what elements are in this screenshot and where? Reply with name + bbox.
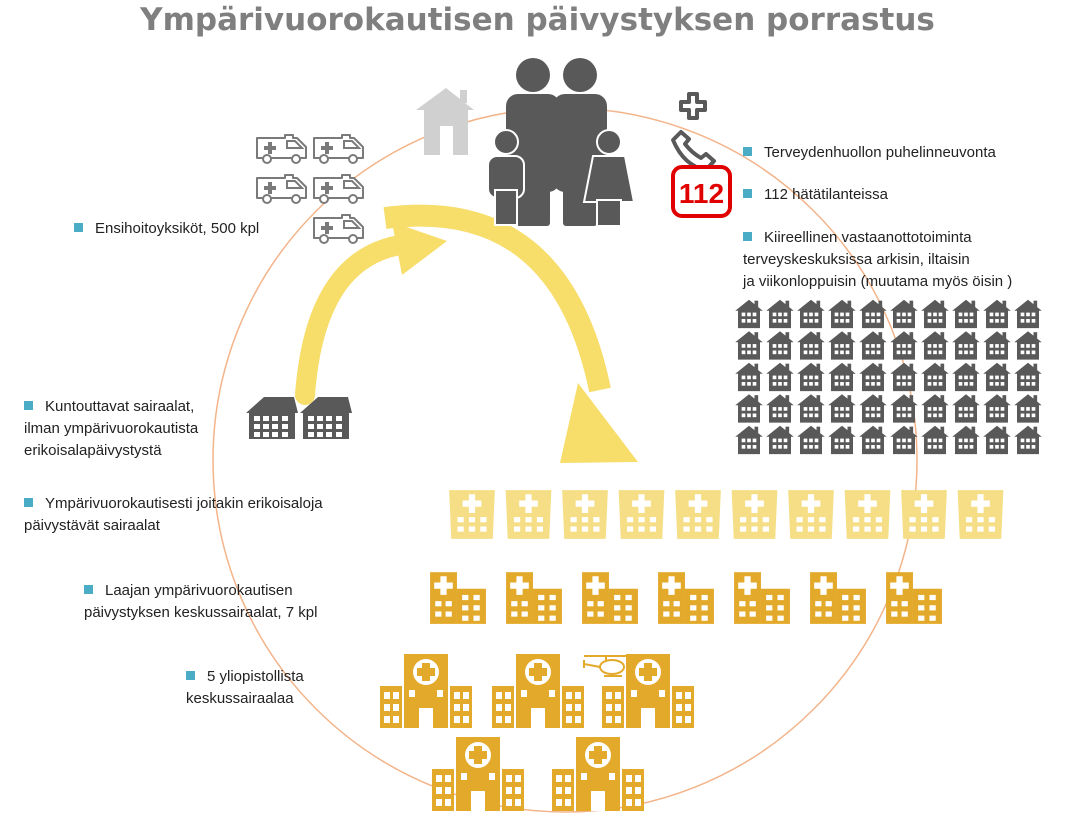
health-center-icon bbox=[952, 363, 980, 391]
label-puhelin: Terveydenhuollon puhelinneuvonta bbox=[743, 142, 996, 164]
health-center-icon bbox=[735, 331, 763, 359]
hospital-icon bbox=[886, 572, 942, 624]
health-center-icon bbox=[1014, 394, 1042, 422]
health-center-icon bbox=[983, 331, 1011, 359]
badge-112 bbox=[673, 167, 730, 216]
bullet-icon bbox=[743, 147, 752, 156]
university-hospital-group bbox=[380, 654, 694, 811]
health-center-icon bbox=[828, 300, 856, 328]
health-center-icon bbox=[1014, 331, 1042, 359]
health-center-icon bbox=[983, 426, 1011, 454]
bullet-icon bbox=[24, 498, 33, 507]
bullet-icon bbox=[24, 401, 33, 410]
health-center-icon bbox=[952, 331, 980, 359]
helicopter-icon bbox=[584, 656, 628, 676]
health-center-icon bbox=[921, 331, 949, 359]
health-center-icon bbox=[952, 426, 980, 454]
health-center-icon bbox=[766, 331, 794, 359]
ambulance-icon bbox=[257, 175, 306, 203]
hospital-icon bbox=[619, 490, 665, 539]
health-center-icon bbox=[859, 300, 887, 328]
health-center-icon bbox=[890, 300, 918, 328]
health-center-icon bbox=[766, 363, 794, 391]
rehab-hospital-icon bbox=[246, 397, 298, 439]
health-center-icon bbox=[952, 300, 980, 328]
health-center-icon bbox=[1014, 300, 1042, 328]
health-center-icon bbox=[890, 394, 918, 422]
health-center-icon bbox=[735, 363, 763, 391]
health-center-icon bbox=[1014, 363, 1042, 391]
health-center-icon bbox=[828, 331, 856, 359]
family-icon bbox=[488, 58, 634, 226]
health-center-icon bbox=[797, 394, 825, 422]
hospital-icon bbox=[958, 490, 1004, 539]
health-center-icon bbox=[921, 300, 949, 328]
health-center-icon bbox=[828, 363, 856, 391]
hospital-icon bbox=[810, 572, 866, 624]
health-center-icon bbox=[735, 426, 763, 454]
label-joitakin: Ympärivuorokautisesti joitakin erikoisaloja päivystävät sairaalat bbox=[24, 495, 323, 534]
health-center-icon bbox=[797, 426, 825, 454]
bullet-icon bbox=[84, 585, 93, 594]
cycle-arrow bbox=[305, 216, 638, 463]
health-center-icon bbox=[859, 363, 887, 391]
hospital-icon bbox=[506, 490, 552, 539]
health-center-icon bbox=[921, 363, 949, 391]
hospital-icon bbox=[901, 490, 947, 539]
health-center-icon bbox=[766, 426, 794, 454]
health-center-icon bbox=[735, 300, 763, 328]
hospital-icon bbox=[380, 654, 472, 728]
health-center-icon bbox=[859, 394, 887, 422]
hospital-icon bbox=[432, 737, 524, 811]
label-ensihoito: Ensihoitoyksiköt, 500 kpl bbox=[74, 218, 259, 240]
ambulance-icon bbox=[314, 175, 363, 203]
health-center-icon bbox=[797, 331, 825, 359]
label-yliopisto: 5 yliopistollista keskussairaalaa bbox=[186, 668, 304, 707]
label-kiireellinen: Kiireellinen vastaanottotoiminta terveyskeskuksissa arkisin, iltaisin ja viikonloppuisin (muutama myös öisin ) bbox=[743, 229, 1013, 290]
health-center-icon bbox=[952, 394, 980, 422]
health-center-icon bbox=[921, 426, 949, 454]
hospital-icon bbox=[449, 490, 495, 539]
label-keskussairaalat: Laajan ympärivuorokautisen päivystyksen keskussairaalat, 7 kpl bbox=[84, 582, 318, 621]
health-center-icon bbox=[797, 300, 825, 328]
health-center-icon bbox=[890, 426, 918, 454]
hospital-icon bbox=[658, 572, 714, 624]
hospital-icon bbox=[552, 737, 644, 811]
ambulance-icon bbox=[314, 135, 363, 163]
hospital-icon bbox=[788, 490, 834, 539]
hospital-icon bbox=[732, 490, 778, 539]
ambulance-group bbox=[257, 135, 363, 243]
central-hospital-row bbox=[430, 572, 942, 624]
specialty-hospital-row bbox=[449, 490, 1003, 539]
health-center-icon bbox=[766, 394, 794, 422]
bullet-icon bbox=[743, 189, 752, 198]
hospital-icon bbox=[492, 654, 584, 728]
health-center-icon bbox=[766, 300, 794, 328]
health-center-icon bbox=[797, 363, 825, 391]
bullet-icon bbox=[74, 223, 83, 232]
health-center-icon bbox=[921, 394, 949, 422]
health-center-icon bbox=[859, 331, 887, 359]
hospital-icon bbox=[602, 654, 694, 728]
health-center-icon bbox=[983, 363, 1011, 391]
health-center-icon bbox=[735, 394, 763, 422]
hospital-icon bbox=[675, 490, 721, 539]
health-center-icon bbox=[828, 426, 856, 454]
ambulance-icon bbox=[314, 215, 363, 243]
rehab-hospital-group bbox=[246, 397, 352, 439]
label-hata: 112 hätätilanteissa bbox=[743, 184, 888, 206]
hospital-icon bbox=[562, 490, 608, 539]
hospital-icon bbox=[430, 572, 486, 624]
hospital-icon bbox=[582, 572, 638, 624]
ambulance-icon bbox=[257, 135, 306, 163]
page-title: Ympärivuorokautisen päivystyksen porrastus bbox=[140, 2, 935, 38]
health-center-icon bbox=[983, 300, 1011, 328]
health-center-icon bbox=[983, 394, 1011, 422]
label-kuntouttavat: Kuntouttavat sairaalat, ilman ympärivuorokautista erikoisalapäivystystä bbox=[24, 398, 199, 459]
hospital-icon bbox=[506, 572, 562, 624]
bullet-icon bbox=[743, 232, 752, 241]
bullet-icon bbox=[186, 671, 195, 680]
health-center-icon bbox=[828, 394, 856, 422]
home-icon bbox=[416, 88, 474, 155]
hospital-icon bbox=[734, 572, 790, 624]
badge-112-text: 112 bbox=[678, 178, 725, 209]
health-center-icon bbox=[890, 363, 918, 391]
hospital-icon bbox=[845, 490, 891, 539]
health-center-icon bbox=[1014, 426, 1042, 454]
health-center-icon bbox=[859, 426, 887, 454]
